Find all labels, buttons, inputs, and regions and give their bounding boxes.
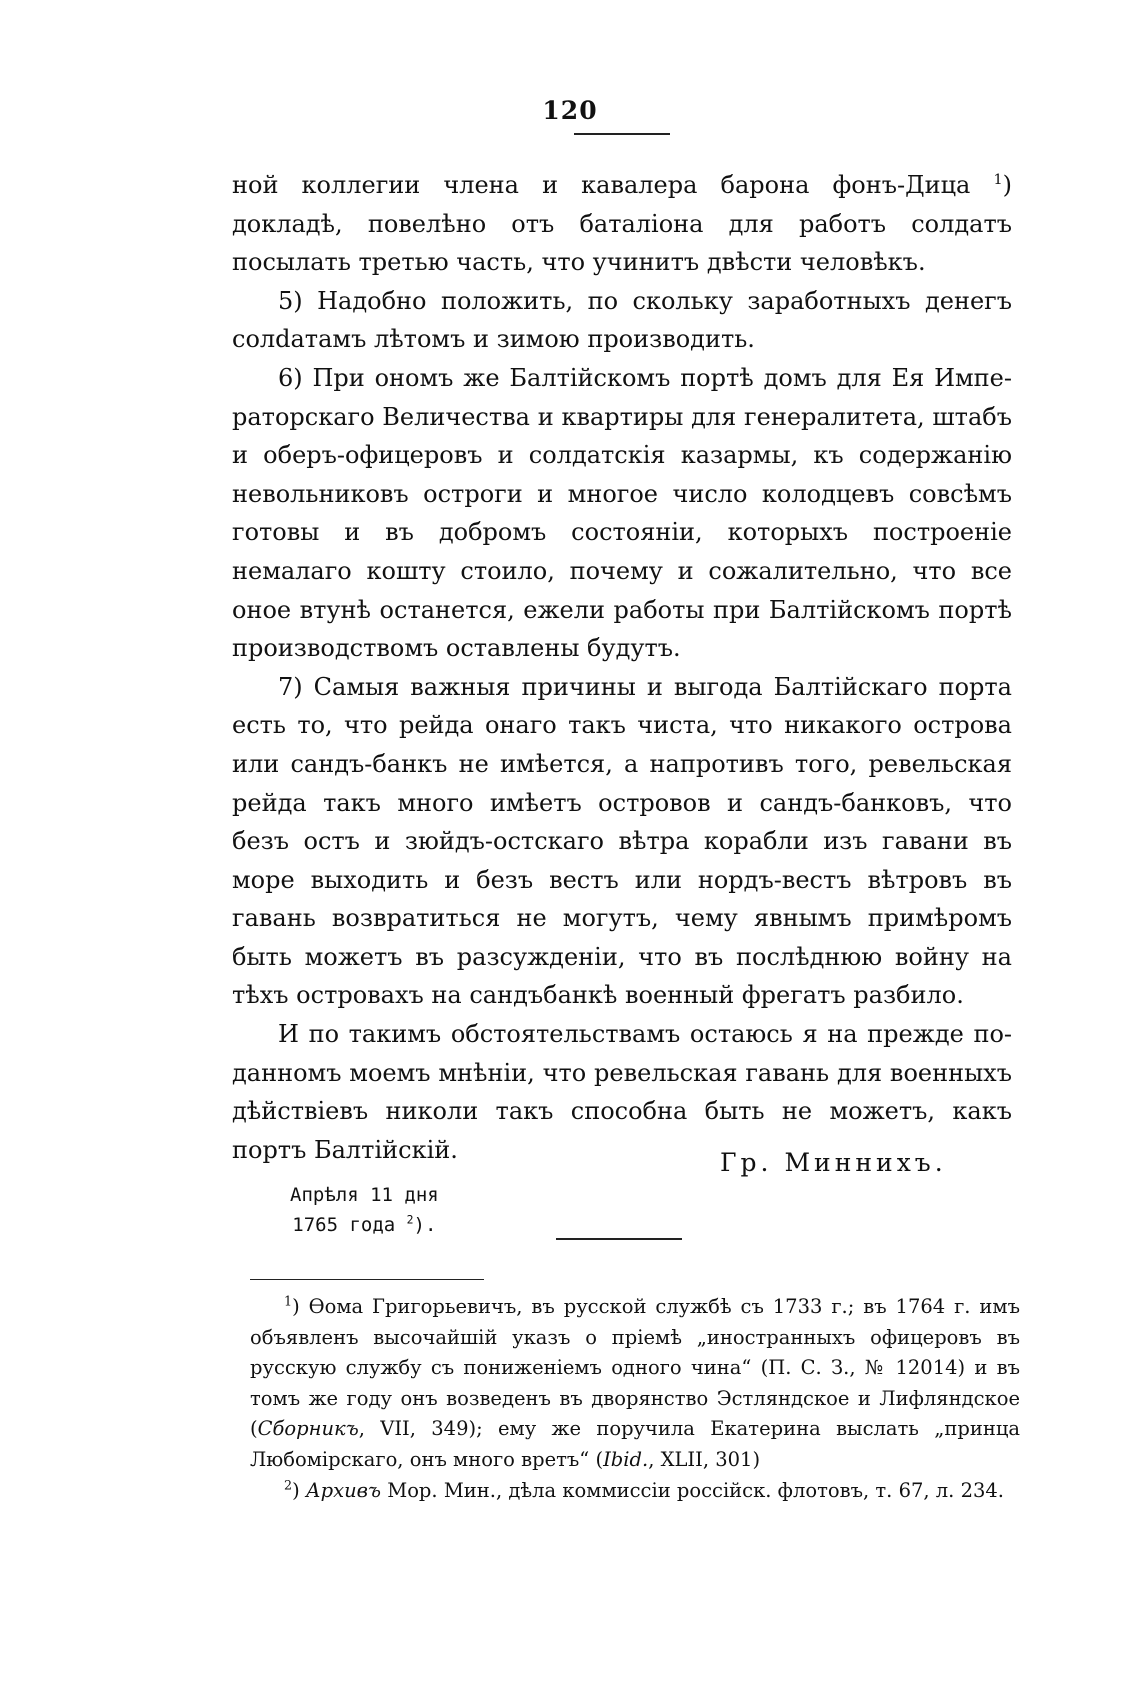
footnote-ref-2: 2 <box>406 1212 414 1227</box>
page-number: 120 <box>542 96 598 125</box>
paragraph-item-7: 7) Самыя важныя причины и выгода Балтійскаго порта есть то, что рейда онаго такъ чиста, что никакого острова или сандъ-банкъ не имѣется, а напротивъ того, ревельская рейда такъ много имѣетъ островов и сандъ-банковъ, что безъ остъ и зюйдъ-остскаго вѣтра корабли изъ гавани въ море выходить и безъ вестъ или нордъ-вестъ вѣтровъ въ гавань возвратиться не могутъ, чему явнымъ примѣромъ быть можетъ въ разсужденіи, что въ послѣднюю войну на тѣхъ островахъ на сандъбанкѣ военный фрегатъ разбило. <box>232 672 1012 1010</box>
paragraph-item-6: 6) При ономъ же Балтійскомъ портѣ домъ для Ея Императорскаго Величества и квартиры для генералитета, штабъ и оберъ-офицеровъ и солдатскія казармы, къ содержанію невольниковъ остроги и многое число колодцевъ совсѣмъ готовы и въ добромъ состояніи, которыхъ построеніе немалаго кошту стоило, почему и сожалительно, что все оное втунѣ останется, ежели работы при Балтійскомъ портѣ производствомъ оставлены будутъ. <box>232 363 1012 663</box>
footnote-1-text-c: , XLII, 301) <box>648 1447 761 1471</box>
paragraph-1 <box>232 166 1012 282</box>
footnote-ref-1: 1 <box>993 172 1003 188</box>
footnote-1 <box>250 1292 1020 1476</box>
paragraph-1-rest: ) докладѣ, повелѣно отъ баталіона для работъ солдатъ посылать третью часть, что учинитъ двѣсти человѣкъ. <box>232 171 1012 277</box>
date-year: 1765 года <box>292 1214 407 1236</box>
footnote-separator <box>250 1279 484 1280</box>
footnote-2-text-b: Мор. Мин., дѣла коммиссіи россійск. флотовъ, т. 67, л. 234. <box>381 1478 1004 1502</box>
paragraph-1-start: ной коллегии члена и кавалера барона фонъ-Дица <box>232 171 994 199</box>
footnote-2-archive-italic: Архивъ <box>305 1478 382 1502</box>
footnotes <box>250 1292 1020 1506</box>
main-text <box>232 166 1012 1169</box>
date-year-end: ). <box>413 1214 437 1236</box>
signature: Гр. Миннихъ. <box>720 1148 947 1177</box>
closing-rule <box>556 1238 682 1240</box>
footnote-1-source-italic: Сборникъ <box>257 1417 359 1441</box>
footnote-2 <box>250 1476 1020 1507</box>
footnote-2-mark: 2 <box>284 1477 293 1493</box>
date-block <box>290 1180 439 1240</box>
paragraph-conclusion: И по такимъ обстоятельствамъ остаюсь я на прежде поданномъ моемъ мнѣніи, что ревельская гавань для военныхъ дѣйствіевъ николи такъ способна быть не можетъ, какъ портъ Балтійскій. <box>232 1020 1012 1164</box>
paragraph-item-5: 5) Надобно положить, по скольку заработныхъ денегъ солdатамъ лѣтомъ и зимою производить. <box>232 286 1012 354</box>
footnote-1-mark: 1 <box>284 1293 293 1309</box>
footnote-1-text-b: , VII, 349); ему же поручила Екатерина выслать „принца Любомірскаго, онъ много вретъ“ ( <box>250 1417 1020 1471</box>
page-number-rule <box>574 133 670 135</box>
footnote-2-text-a: ) <box>292 1478 306 1502</box>
date-line-2 <box>290 1210 439 1240</box>
footnote-1-ibid-italic: Ibid. <box>603 1447 649 1471</box>
date-line-1: Апрѣля 11 дня <box>290 1184 439 1206</box>
footnote-1-text-a: ) Ѳома Григорьевичъ, въ русской службѣ съ 1733 г.; въ 1764 г. имъ объявленъ высочайшій указъ о пріемѣ „иностранныхъ офицеровъ въ русскую службу съ пониженіемъ одного чина“ (П. С. З., № 12014) и въ томъ же году онъ возведенъ въ дворянство Эстляндское и Лифляндское ( <box>250 1295 1020 1441</box>
